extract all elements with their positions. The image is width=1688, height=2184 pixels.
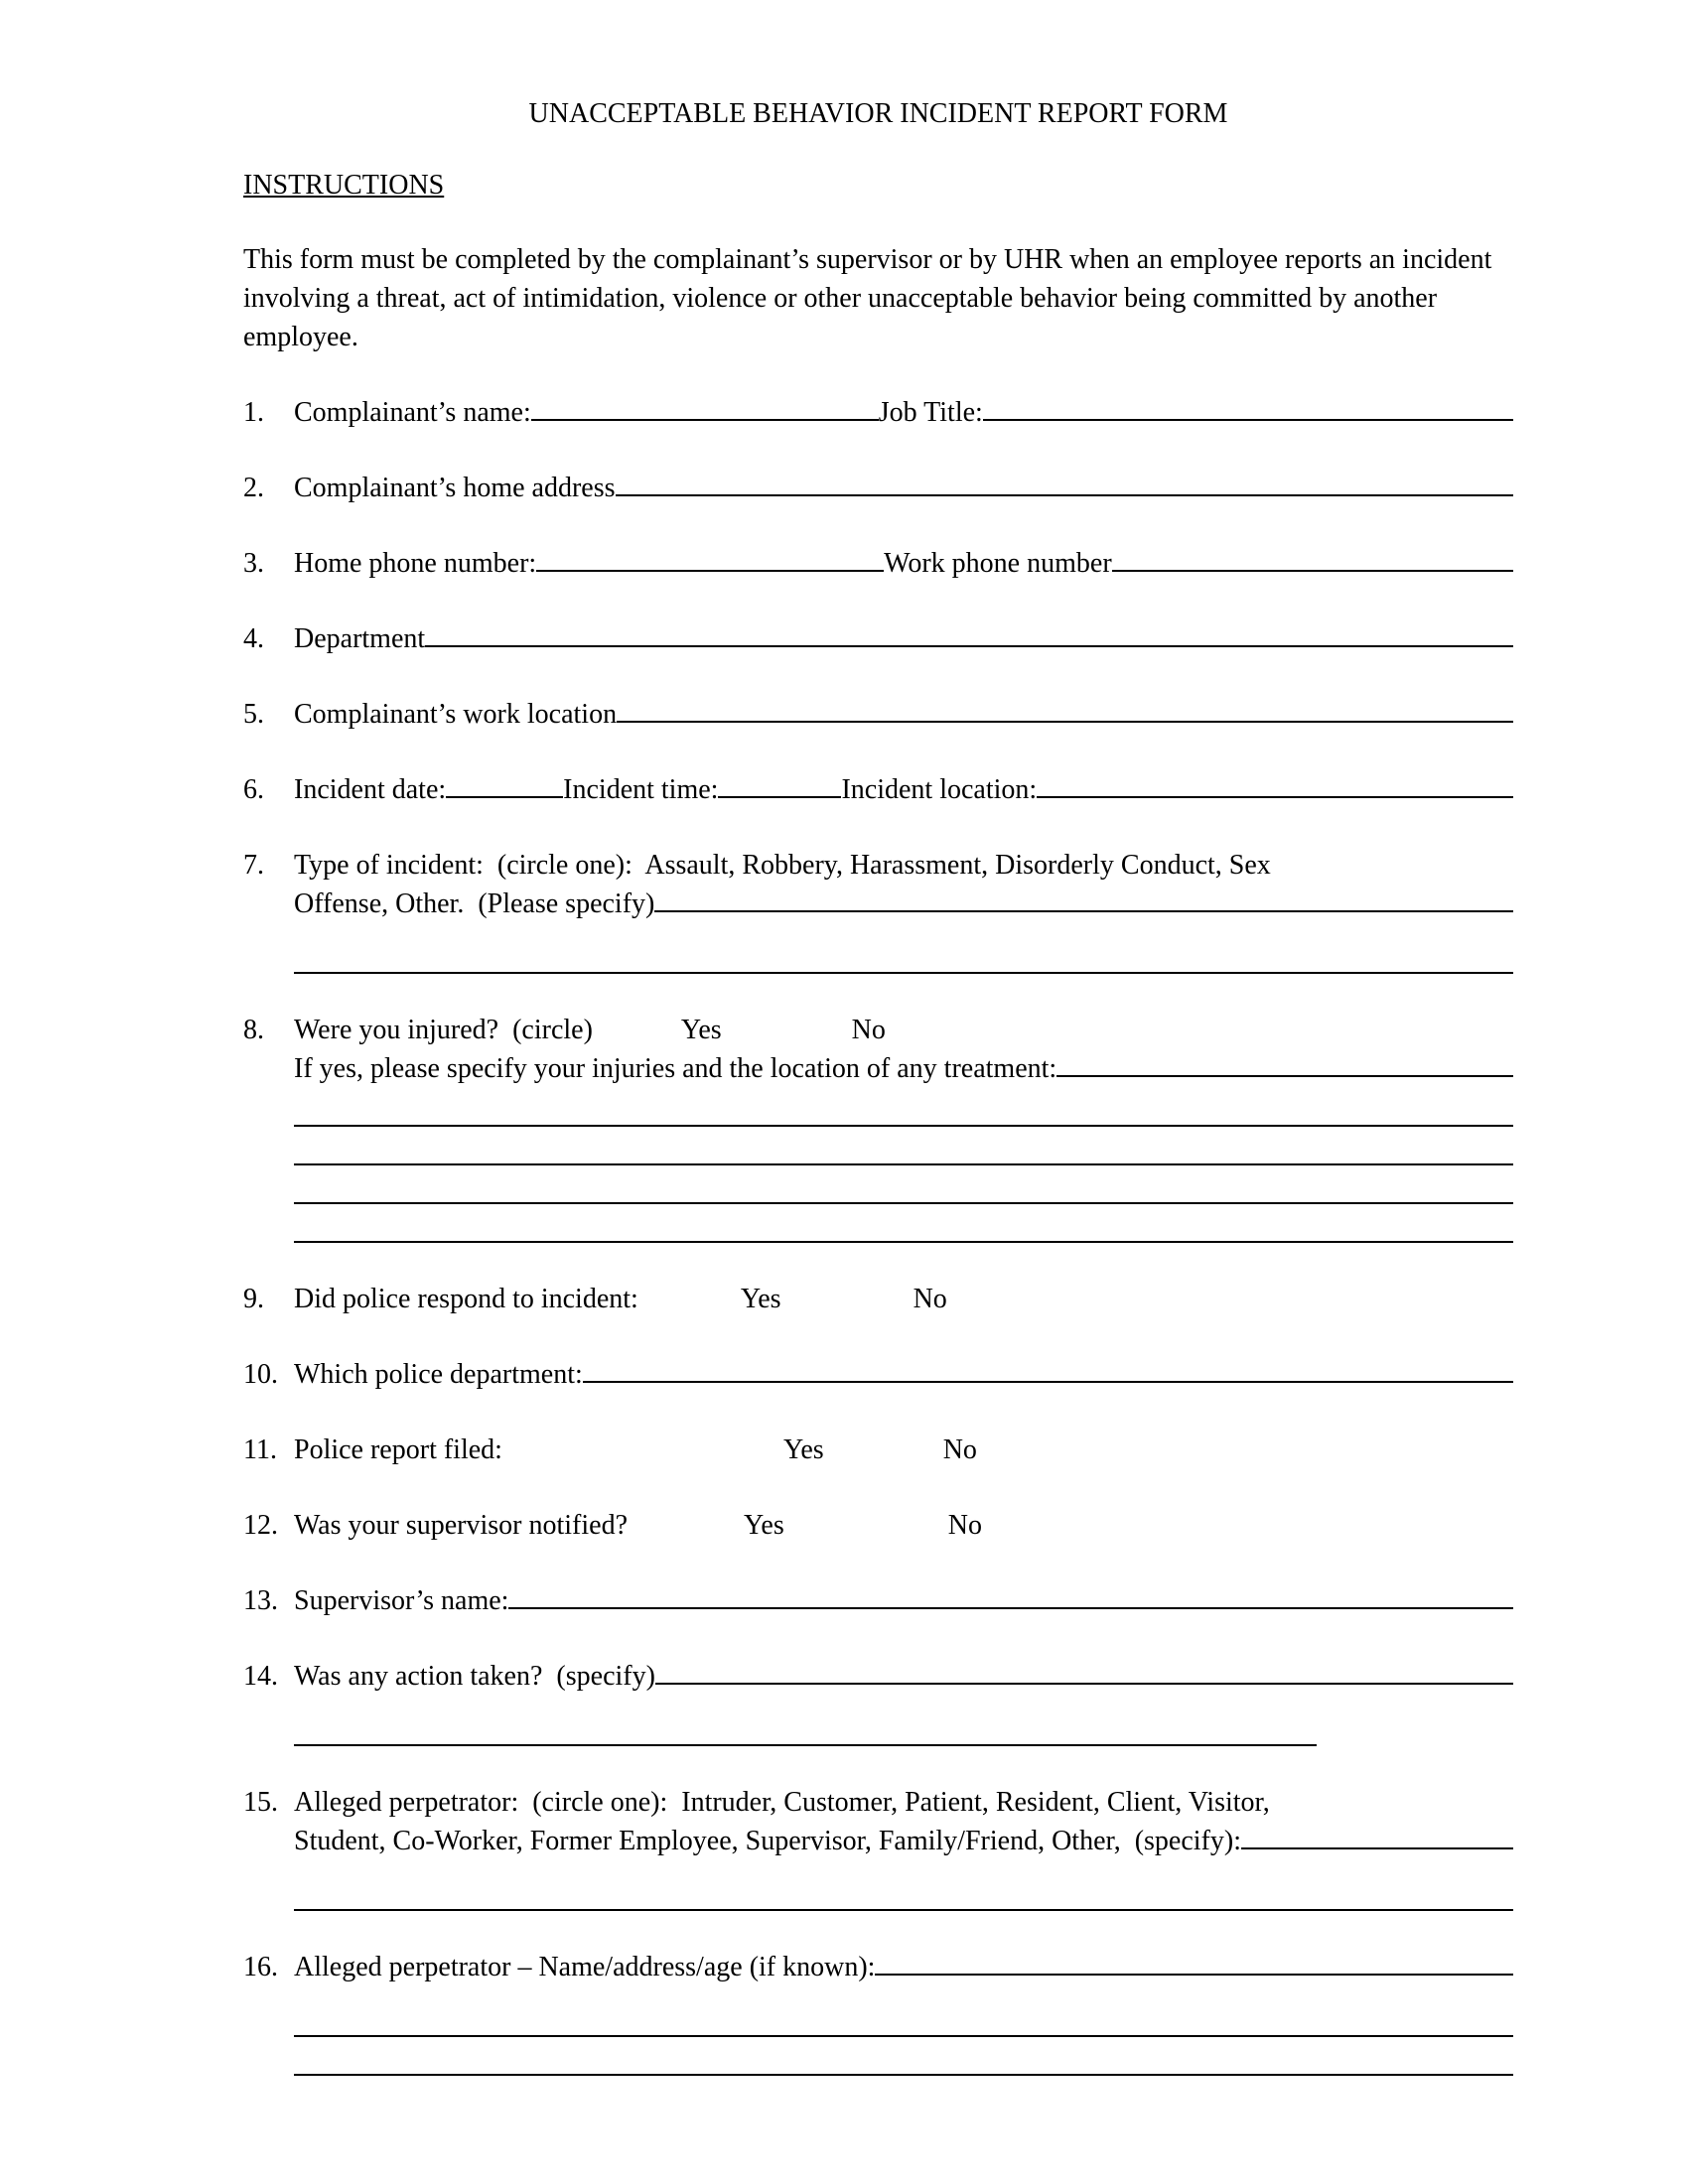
item-8-yes-option: Yes	[680, 1015, 722, 1045]
item-16-blank-line-2	[294, 1998, 1513, 2037]
form-item-14	[243, 1657, 1513, 1746]
item-3-number: 3.	[243, 548, 264, 579]
item-16-number: 16.	[243, 1952, 278, 1982]
item-1-label-job-title: Job Title:	[878, 397, 983, 428]
item-4-label-department: Department	[294, 623, 426, 654]
item-5-blank-line	[617, 721, 1513, 723]
form-item-16	[243, 1948, 1513, 2076]
form-item-12	[243, 1506, 1513, 1545]
item-16-blank-line-1	[875, 1974, 1513, 1976]
item-7-please-specify-label: Offense, Other. (Please specify)	[294, 888, 655, 919]
instructions-paragraph: This form must be completed by the complainant’s supervisor or by UHR when an employee reports an incident involving a threat, act of intimidation, violence or other unacceptable behavior being committed by another employee.	[243, 244, 1492, 352]
item-15-extra-blank-line	[294, 1872, 1513, 1911]
item-5-label-work-location: Complainant’s work location	[294, 699, 618, 730]
item-14-blank-line-1	[655, 1683, 1513, 1685]
item-10-blank-line	[583, 1381, 1513, 1383]
item-7-number: 7.	[243, 850, 264, 881]
form-item-11	[243, 1431, 1513, 1469]
form-item-9	[243, 1280, 1513, 1318]
item-11-no-option: No	[942, 1434, 977, 1465]
item-2-blank-line	[616, 494, 1513, 496]
item-9-no-option: No	[913, 1284, 947, 1314]
form-item-7	[243, 846, 1513, 974]
item-8-blank-line-2	[294, 1127, 1513, 1165]
item-6-label-incident-date: Incident date:	[294, 774, 447, 805]
form-item-4	[243, 619, 1513, 658]
item-6-label-incident-location: Incident location:	[841, 774, 1038, 805]
item-9-number: 9.	[243, 1284, 264, 1314]
item-12-number: 12.	[243, 1510, 278, 1541]
item-13-number: 13.	[243, 1585, 278, 1616]
form-item-13	[243, 1581, 1513, 1620]
item-2-number: 2.	[243, 473, 264, 503]
item-8-treatment-blank-line	[1056, 1075, 1513, 1077]
form-item-6	[243, 770, 1513, 809]
item-1-number: 1.	[243, 397, 264, 428]
form-item-5	[243, 695, 1513, 734]
item-10-label-police-department: Which police department:	[294, 1359, 583, 1390]
item-1-job-title-blank-line	[983, 419, 1513, 421]
item-8-blank-line-1	[294, 1088, 1513, 1127]
item-14-number: 14.	[243, 1661, 278, 1692]
item-8-blank-line-3	[294, 1165, 1513, 1204]
form-item-15	[243, 1783, 1513, 1911]
item-3-label-work-phone: Work phone number	[884, 548, 1112, 579]
item-12-no-option: No	[947, 1510, 982, 1541]
item-7-specify-blank-line	[654, 910, 1513, 912]
item-8-followup-label: If yes, please specify your injuries and the location of any treatment:	[294, 1053, 1057, 1084]
item-12-question-supervisor-notified: Was your supervisor notified?	[294, 1510, 628, 1541]
item-1-name-blank-line	[531, 419, 879, 421]
item-10-number: 10.	[243, 1359, 278, 1390]
form-item-3	[243, 544, 1513, 583]
item-1-label-name: Complainant’s name:	[294, 397, 531, 428]
item-9-yes-option: Yes	[740, 1284, 781, 1314]
item-14-label-action-taken: Was any action taken? (specify)	[294, 1661, 655, 1692]
item-3-label-home-phone: Home phone number:	[294, 548, 537, 579]
item-12-yes-option: Yes	[744, 1510, 784, 1541]
item-5-number: 5.	[243, 699, 264, 730]
item-15-perpetrator-options-text: Alleged perpetrator: (circle one): Intruder, Customer, Patient, Resident, Client, Visitor,	[294, 1787, 1270, 1818]
item-15-number: 15.	[243, 1787, 278, 1818]
item-7-extra-blank-line	[294, 935, 1513, 974]
item-8-no-option: No	[851, 1015, 886, 1045]
item-2-label-home-address: Complainant’s home address	[294, 473, 616, 503]
item-4-blank-line	[425, 645, 1513, 647]
item-8-question-injured: Were you injured? (circle)	[294, 1015, 593, 1045]
item-9-question-police-respond: Did police respond to incident:	[294, 1284, 638, 1314]
form-item-1	[243, 393, 1513, 432]
item-6-number: 6.	[243, 774, 264, 805]
item-3-home-phone-blank-line	[536, 570, 884, 572]
item-15-specify-blank-line	[1241, 1847, 1513, 1849]
form-item-10	[243, 1355, 1513, 1394]
item-13-blank-line	[508, 1607, 1513, 1609]
item-11-question-report-filed: Police report filed:	[294, 1434, 502, 1465]
form-title: UNACCEPTABLE BEHAVIOR INCIDENT REPORT FORM	[528, 98, 1228, 129]
item-8-number: 8.	[243, 1015, 264, 1045]
item-16-label-perpetrator-details: Alleged perpetrator – Name/address/age (if known):	[294, 1952, 876, 1982]
instructions-heading: INSTRUCTIONS	[243, 170, 445, 201]
item-15-specify-label: Student, Co-Worker, Former Employee, Supervisor, Family/Friend, Other, (specify):	[294, 1826, 1241, 1856]
item-6-location-blank-line	[1037, 796, 1513, 798]
item-8-blank-line-4	[294, 1204, 1513, 1243]
item-16-blank-line-3	[294, 2037, 1513, 2076]
item-14-blank-line-2	[294, 1707, 1317, 1746]
form-item-8	[243, 1011, 1513, 1243]
item-4-number: 4.	[243, 623, 264, 654]
item-11-number: 11.	[243, 1434, 277, 1465]
form-item-2	[243, 469, 1513, 507]
item-11-yes-option: Yes	[782, 1434, 824, 1465]
item-7-type-of-incident-text: Type of incident: (circle one): Assault, Robbery, Harassment, Disorderly Conduct, Sex	[294, 850, 1271, 881]
item-6-date-blank-line	[446, 796, 563, 798]
item-13-label-supervisor-name: Supervisor’s name:	[294, 1585, 509, 1616]
item-3-work-phone-blank-line	[1112, 570, 1513, 572]
item-6-time-blank-line	[718, 796, 841, 798]
item-6-label-incident-time: Incident time:	[563, 774, 719, 805]
